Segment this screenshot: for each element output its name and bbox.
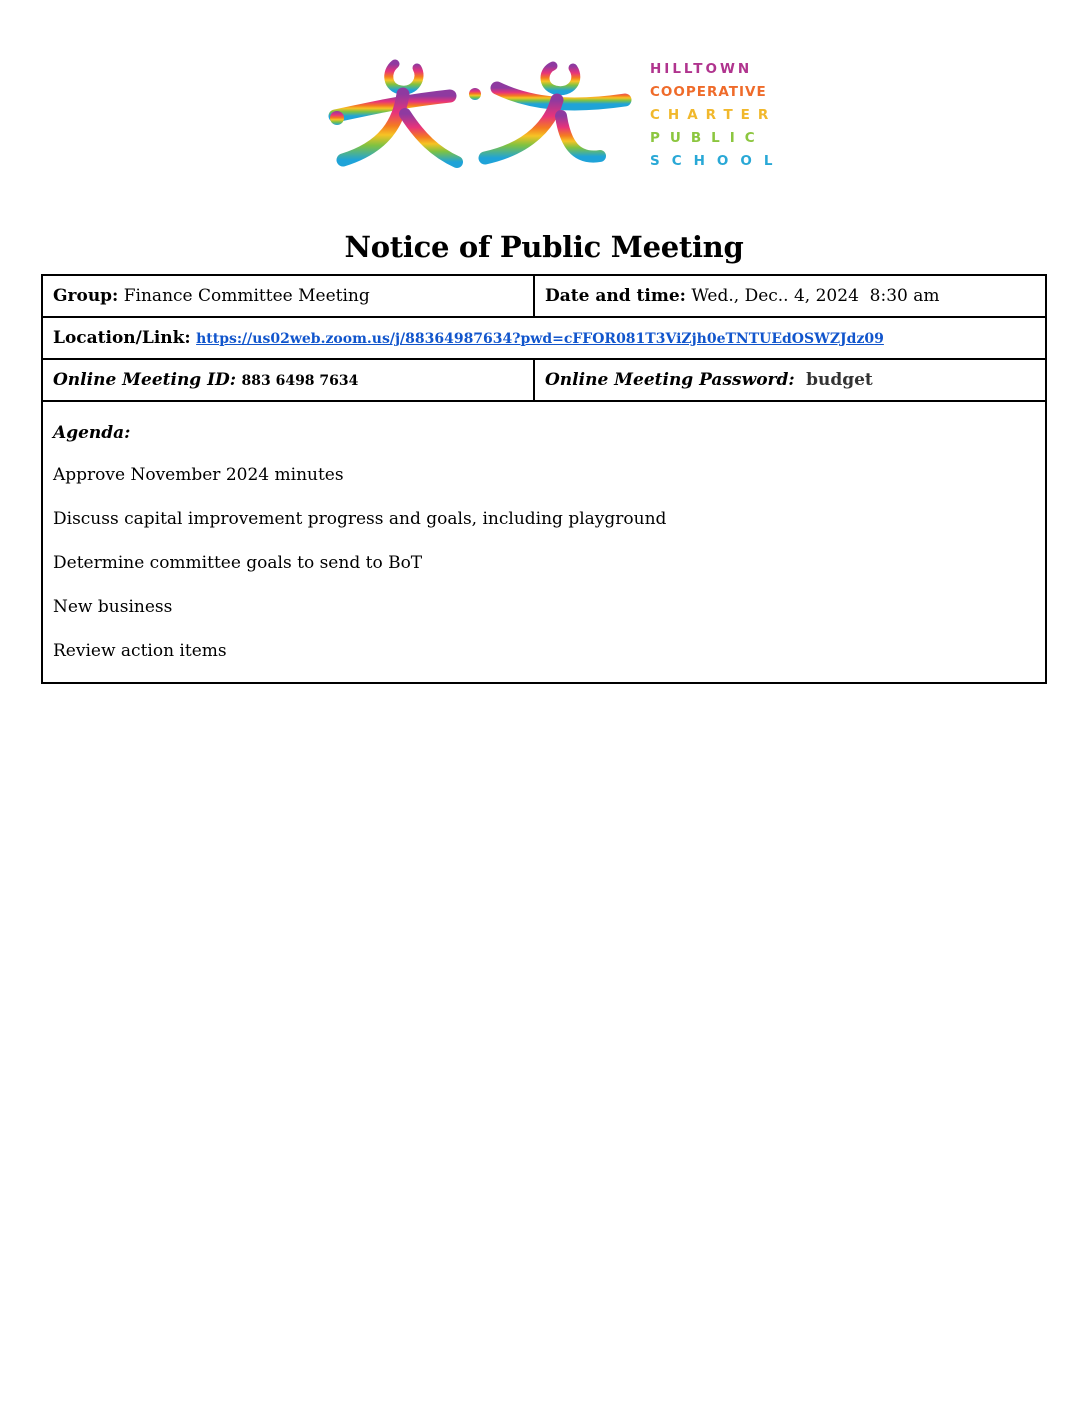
group-cell	[42, 275, 534, 317]
location-cell	[42, 317, 1046, 359]
logo-line-3: CHARTER	[650, 107, 777, 123]
table-row	[42, 401, 1046, 683]
location-label: Location/Link:	[53, 328, 191, 348]
school-logo	[325, 52, 795, 182]
agenda-item: Review action items	[53, 641, 227, 661]
logo-wordmark	[650, 58, 790, 173]
agenda-cell	[42, 401, 1046, 683]
meeting-details-table	[41, 274, 1047, 684]
logo-line-5: SCHOOL	[650, 153, 785, 169]
agenda-item: Approve November 2024 minutes	[53, 465, 344, 485]
group-value: Finance Committee Meeting	[123, 286, 370, 306]
table-row	[42, 275, 1046, 317]
logo-line-4: PUBLIC	[650, 130, 765, 146]
datetime-value: Wed., Dec.. 4, 2024 8:30 am	[691, 286, 940, 306]
agenda-item: Determine committee goals to send to BoT	[53, 553, 423, 573]
datetime-cell	[534, 275, 1046, 317]
table-row	[42, 359, 1046, 401]
page-title: Notice of Public Meeting	[344, 230, 744, 264]
agenda-item: Discuss capital improvement progress and goals, including playground	[53, 509, 667, 529]
logo-line-1: HILLTOWN	[650, 61, 753, 77]
agenda-item: New business	[53, 597, 173, 617]
logo-figures-icon	[325, 52, 635, 182]
agenda-heading: Agenda:	[53, 423, 131, 443]
meeting-id-cell	[42, 359, 534, 401]
logo-line-2: COOPERATIVE	[650, 84, 767, 100]
datetime-label: Date and time:	[545, 286, 686, 306]
meeting-id-label: Online Meeting ID:	[53, 370, 237, 390]
password-label: Online Meeting Password:	[545, 370, 795, 390]
password-cell	[534, 359, 1046, 401]
table-row	[42, 317, 1046, 359]
password-value: budget	[806, 370, 873, 390]
group-label: Group:	[53, 286, 119, 306]
zoom-link[interactable]: https://us02web.zoom.us/j/88364987634?pwd=cFFOR081T3ViZjh0eTNTUEdOSWZJdz09	[196, 331, 884, 347]
meeting-id-value: 883 6498 7634	[241, 373, 359, 389]
